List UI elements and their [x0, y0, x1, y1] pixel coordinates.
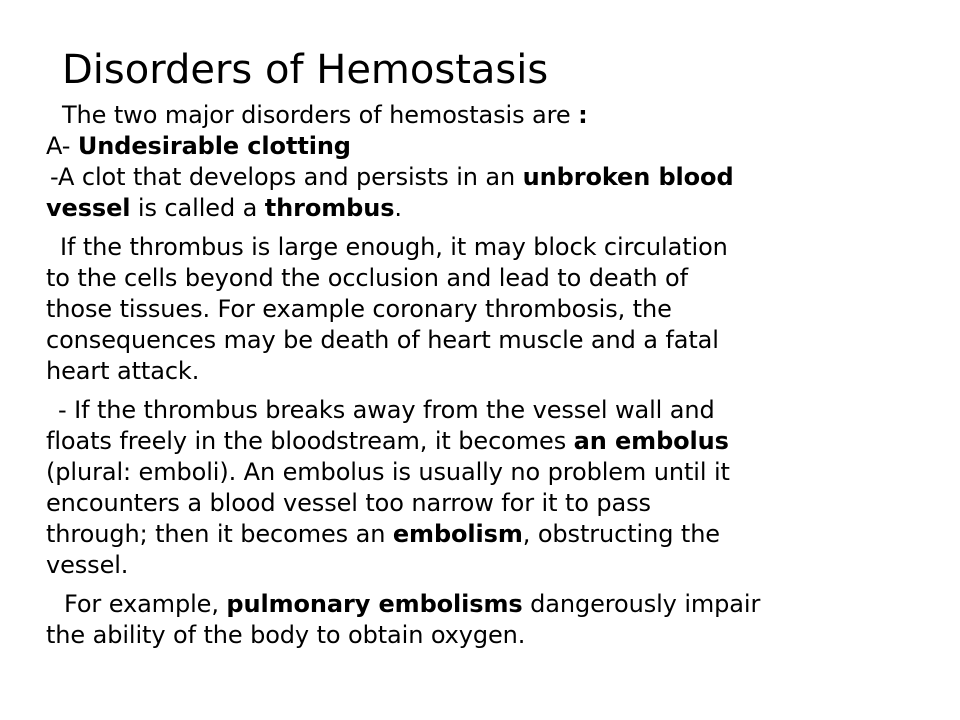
heading-a-prefix: A- — [46, 132, 78, 160]
p4-text-1: For example, — [64, 590, 227, 618]
p3-line-6: vessel. — [46, 551, 129, 579]
p3-line-5 — [46, 519, 922, 550]
p1-bold-unbroken: unbroken blood — [522, 163, 734, 191]
p4-line-1 — [46, 589, 922, 620]
intro-text: The two major disorders of hemostasis are — [62, 101, 579, 129]
p2-line-1: If the thrombus is large enough, it may block circulation — [60, 233, 728, 261]
p4-line-2: the ability of the body to obtain oxygen. — [46, 621, 526, 649]
p3-text-5: through; then it becomes an — [46, 520, 393, 548]
p1-bold-thrombus: thrombus — [264, 194, 395, 222]
heading-a-label: Undesirable clotting — [77, 132, 351, 160]
pulmonary-paragraph — [46, 589, 922, 651]
p2-line-5: heart attack. — [46, 357, 200, 385]
p1-line-2 — [46, 193, 922, 224]
p1-line-1 — [46, 162, 922, 193]
p2-line-4: consequences may be death of heart muscle and a fatal — [46, 326, 719, 354]
p3-line-2 — [46, 426, 922, 457]
p1-text-1: -A clot that develops and persists in an — [50, 163, 523, 191]
p4-end-1: dangerously impair — [522, 590, 761, 618]
p3-bold-embolus: an embolus — [573, 427, 729, 455]
slide-body — [46, 100, 922, 651]
intro-line — [46, 100, 922, 131]
intro-paragraph — [46, 100, 922, 224]
p3-line-4: encounters a blood vessel too narrow for it to pass — [46, 489, 651, 517]
p1-text-2: is called a — [130, 194, 265, 222]
p3-line-3: (plural: emboli). An embolus is usually no problem until it — [46, 458, 730, 486]
p3-bold-embolism: embolism — [392, 520, 523, 548]
p3-text-2: floats freely in the bloodstream, it becomes — [46, 427, 574, 455]
p3-end-5: , obstructing the — [522, 520, 720, 548]
p3-line-1: - If the thrombus breaks away from the vessel wall and — [58, 396, 715, 424]
p1-end: . — [394, 194, 402, 222]
slide-title: Disorders of Hemostasis — [62, 47, 549, 93]
thrombus-paragraph — [46, 232, 922, 387]
p2-line-3: those tissues. For example coronary thrombosis, the — [46, 295, 672, 323]
intro-colon: : — [578, 101, 588, 129]
p4-bold-pulmonary: pulmonary embolisms — [226, 590, 523, 618]
p1-bold-vessel: vessel — [46, 194, 131, 222]
embolus-paragraph — [46, 395, 922, 581]
heading-a — [46, 131, 922, 162]
p2-line-2: to the cells beyond the occlusion and lead to death of — [46, 264, 688, 292]
